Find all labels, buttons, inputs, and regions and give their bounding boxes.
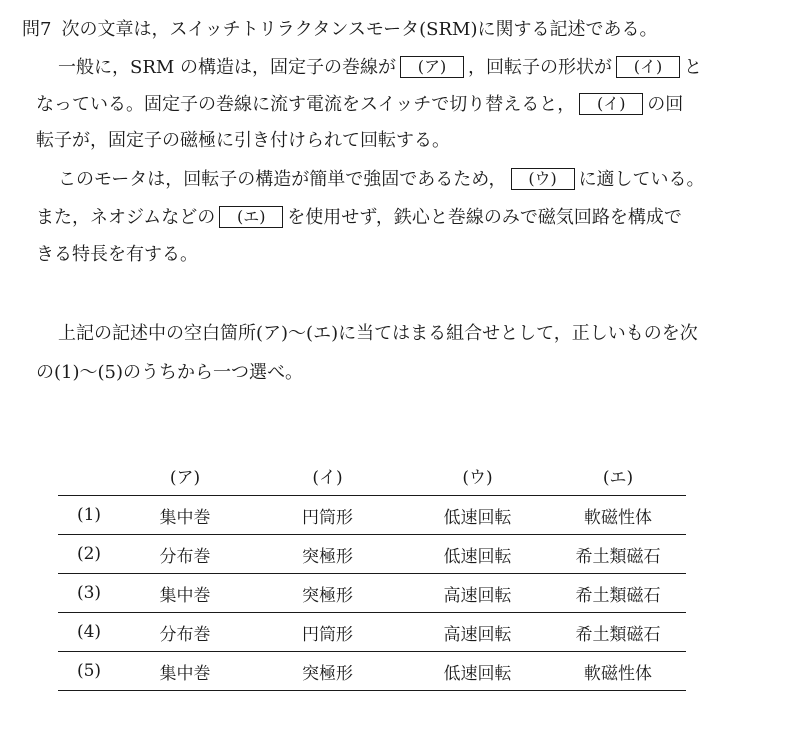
table-row [58, 535, 686, 574]
table-cell: 低速回転 [405, 652, 550, 691]
option-number: (5) [58, 652, 120, 691]
table-cell: 低速回転 [405, 496, 550, 535]
option-number: (3) [58, 574, 120, 613]
table-cell: 希土類磁石 [550, 535, 686, 574]
table-cell: 突極形 [250, 574, 405, 613]
table-cell: 低速回転 [405, 535, 550, 574]
instruction-line2 [36, 361, 303, 385]
table-row [58, 652, 686, 691]
table-cell: 希土類磁石 [550, 574, 686, 613]
option-number: (1) [58, 496, 120, 535]
table-cell: 突極形 [250, 535, 405, 574]
table-cell: 軟磁性体 [550, 652, 686, 691]
paragraph1-text: 転子が，固定子の磁極に引き付けられて回転する。 [36, 130, 450, 151]
table-cell: 集中巻 [120, 496, 250, 535]
paragraph2-text: きる特長を有する。 [36, 244, 198, 265]
header-cell: (エ) [550, 455, 686, 496]
blank-i-box: (イ) [579, 93, 643, 115]
option-number: (4) [58, 613, 120, 652]
paragraph2-text: また，ネオジムなどの [36, 207, 216, 228]
table-cell: 分布巻 [120, 613, 250, 652]
paragraph1-line3 [36, 129, 450, 153]
question-title-line [22, 18, 657, 42]
question-title: 次の文章は，スイッチトリラクタンスモータ(SRM)に関する記述である。 [61, 19, 658, 40]
paragraph2-line1 [58, 168, 705, 192]
header-cell: (イ) [250, 455, 405, 496]
table-cell: 円筒形 [250, 613, 405, 652]
table-row [58, 613, 686, 652]
question-number: 問7 [22, 19, 52, 40]
header-cell: (ア) [120, 455, 250, 496]
paragraph1-text: なっている。固定子の巻線に流す電流をスイッチで切り替えると， [36, 94, 576, 115]
paragraph1-text: と [684, 57, 703, 78]
header-cell [58, 455, 120, 496]
table-cell: 集中巻 [120, 574, 250, 613]
table-header-row [58, 455, 686, 496]
paragraph2-line2 [36, 206, 682, 230]
paragraph1-text: の回 [647, 94, 684, 115]
table-cell: 希土類磁石 [550, 613, 686, 652]
paragraph1-line2 [36, 93, 683, 117]
table-cell: 円筒形 [250, 496, 405, 535]
paragraph2-text: に適している。 [578, 169, 705, 190]
table-cell: 集中巻 [120, 652, 250, 691]
blank-a-box: (ア) [400, 56, 464, 78]
answer-table [58, 455, 686, 691]
option-number: (2) [58, 535, 120, 574]
table-cell: 分布巻 [120, 535, 250, 574]
instruction-text: 上記の記述中の空白箇所(ア)～(エ)に当てはまる組合せとして，正しいものを次 [58, 323, 698, 344]
table-row [58, 574, 686, 613]
paragraph2-text: このモータは，回転子の構造が簡単で強固であるため， [58, 169, 507, 190]
paragraph1-text: ，回転子の形状が [468, 57, 613, 78]
blank-i-box: (イ) [616, 56, 680, 78]
table-cell: 軟磁性体 [550, 496, 686, 535]
instruction-text: の(1)～(5)のうちから一つ選べ。 [36, 362, 303, 383]
header-cell: (ウ) [405, 455, 550, 496]
table-row [58, 496, 686, 535]
instruction-line1 [58, 322, 698, 346]
blank-u-box: (ウ) [511, 168, 575, 190]
paragraph2-text: を使用せず，鉄心と巻線のみで磁気回路を構成で [287, 207, 682, 228]
blank-e-box: (エ) [219, 206, 283, 228]
table-cell: 高速回転 [405, 613, 550, 652]
paragraph2-line3 [36, 243, 198, 267]
paragraph1-line1 [58, 56, 702, 80]
table-cell: 高速回転 [405, 574, 550, 613]
table-cell: 突極形 [250, 652, 405, 691]
paragraph1-text: 一般に，SRM の構造は，固定子の巻線が [58, 57, 397, 78]
